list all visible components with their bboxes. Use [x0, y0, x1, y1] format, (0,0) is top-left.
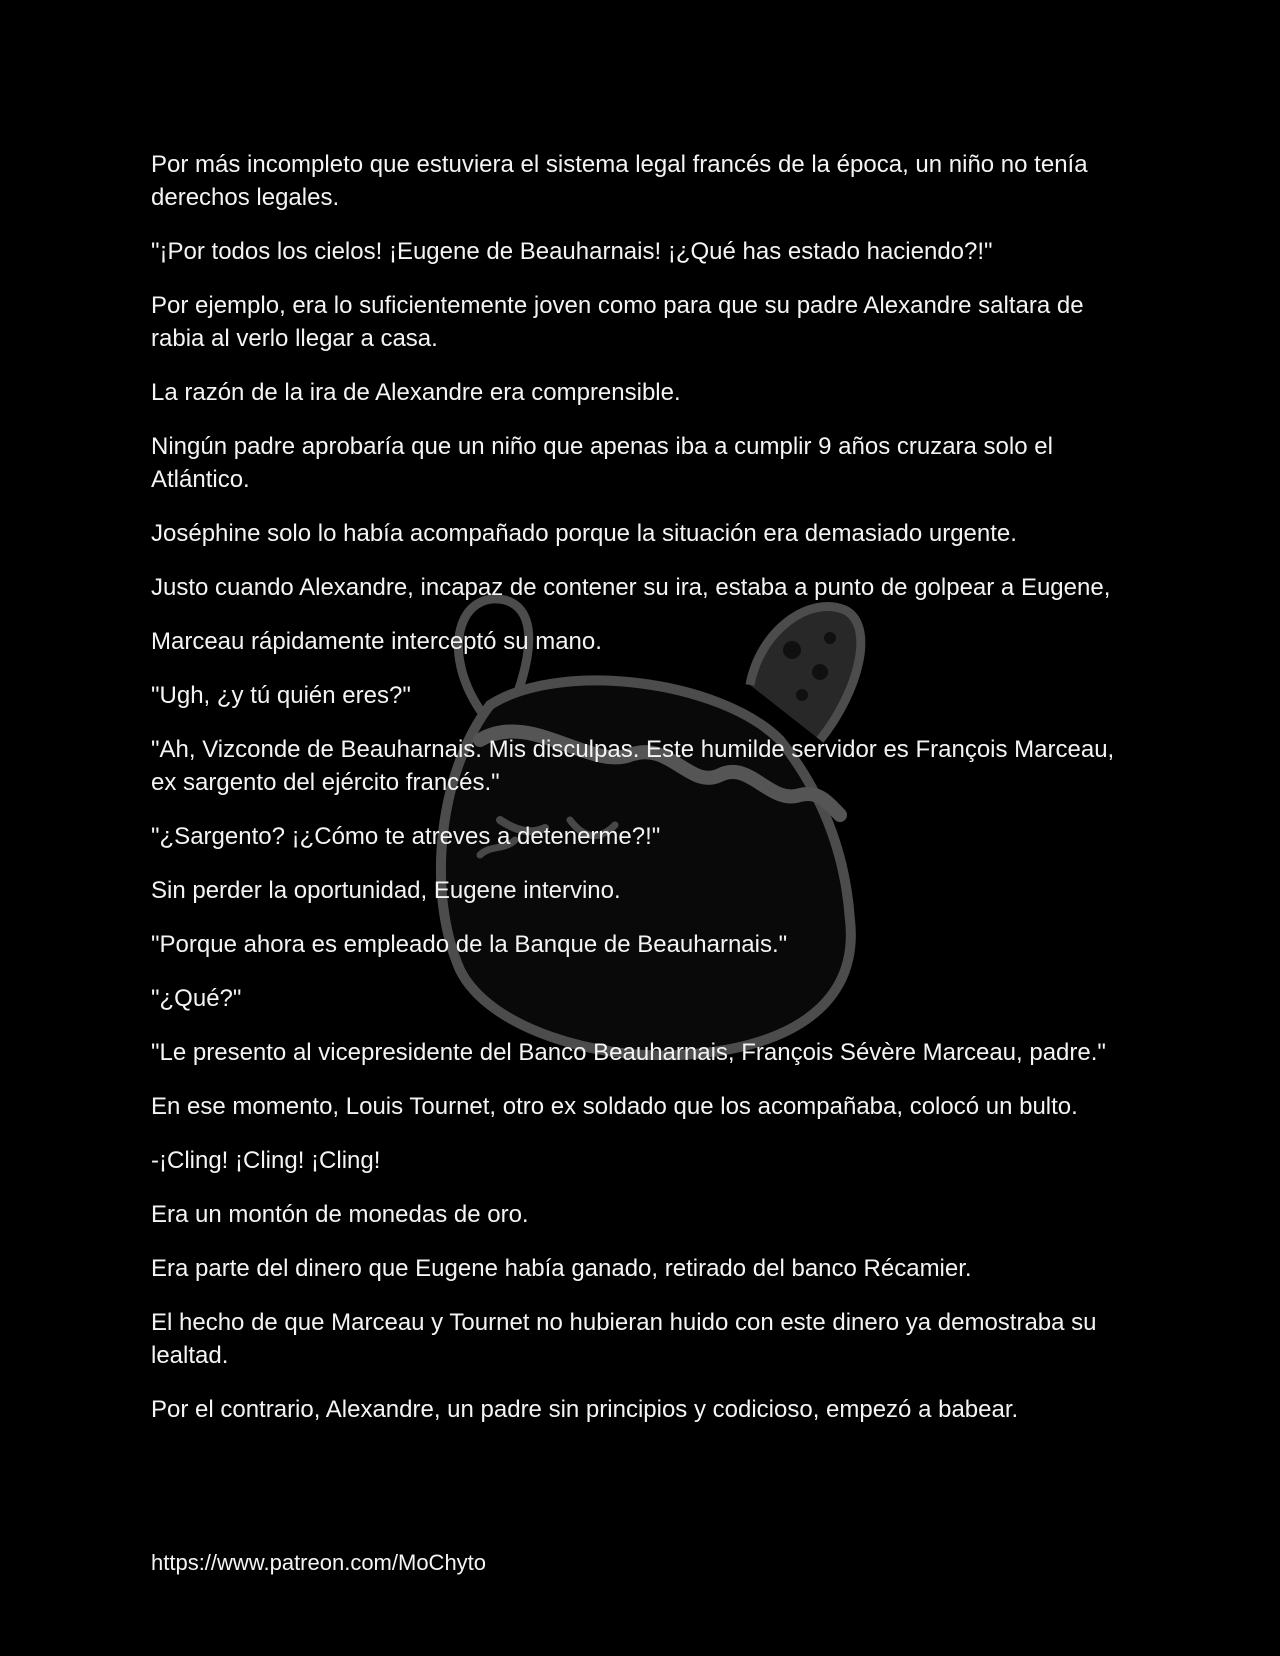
paragraph: "Ah, Vizconde de Beauharnais. Mis disculpas. Este humilde servidor es François Marceau, ex sargento del ejército francés." — [151, 736, 1115, 796]
paragraph: "Le presento al vicepresidente del Banco Beauharnais, François Sévère Marceau, padre." — [151, 1039, 1106, 1066]
paragraph: Sin perder la oportunidad, Eugene intervino. — [151, 877, 621, 904]
paragraph: Joséphine solo lo había acompañado porque la situación era demasiado urgente. — [151, 520, 1017, 547]
paragraph: -¡Cling! ¡Cling! ¡Cling! — [151, 1147, 381, 1174]
paragraph: "Porque ahora es empleado de la Banque de Beauharnais." — [151, 931, 788, 958]
paragraph: El hecho de que Marceau y Tournet no hubieran huido con este dinero ya demostraba su lealtad. — [151, 1309, 1097, 1369]
paragraph: "Ugh, ¿y tú quién eres?" — [151, 682, 411, 709]
paragraph: Por el contrario, Alexandre, un padre sin principios y codicioso, empezó a babear. — [151, 1396, 1019, 1423]
paragraph: Marceau rápidamente interceptó su mano. — [151, 628, 602, 655]
paragraph: Por ejemplo, era lo suficientemente joven como para que su padre Alexandre saltara de rabia al verlo llegar a casa. — [151, 292, 1084, 352]
paragraph: Justo cuando Alexandre, incapaz de contener su ira, estaba a punto de golpear a Eugene, — [151, 574, 1111, 601]
paragraph: Por más incompleto que estuviera el sistema legal francés de la época, un niño no tenía derechos legales. — [151, 151, 1088, 211]
paragraph: Era parte del dinero que Eugene había ganado, retirado del banco Récamier. — [151, 1255, 972, 1282]
paragraph: "¡Por todos los cielos! ¡Eugene de Beauharnais! ¡¿Qué has estado haciendo?!" — [151, 238, 993, 265]
paragraph: Era un montón de monedas de oro. — [151, 1201, 529, 1228]
paragraph: "¿Sargento? ¡¿Cómo te atreves a detenerme?!" — [151, 823, 661, 850]
paragraph: En ese momento, Louis Tournet, otro ex soldado que los acompañaba, colocó un bulto. — [151, 1093, 1078, 1120]
paragraph: "¿Qué?" — [151, 985, 242, 1012]
paragraph: La razón de la ira de Alexandre era comprensible. — [151, 379, 681, 406]
story-text — [151, 148, 1141, 1447]
paragraph: Ningún padre aprobaría que un niño que apenas iba a cumplir 9 años cruzara solo el Atlántico. — [151, 433, 1053, 493]
patreon-link[interactable]: https://www.patreon.com/MoChyto — [151, 1550, 487, 1575]
